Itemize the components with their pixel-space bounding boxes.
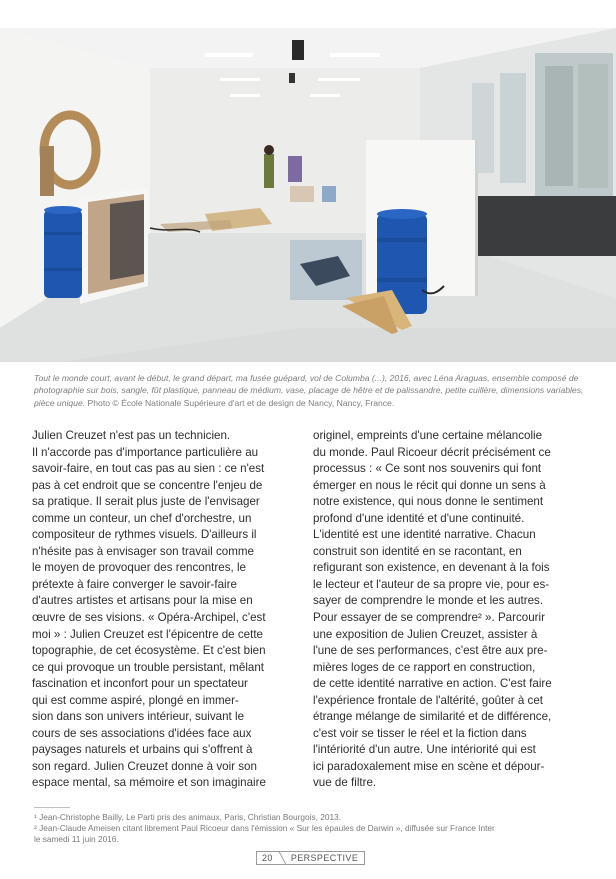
photo-caption [34, 372, 586, 409]
body-line: ici paradoxalement mise en scène et dépour- [313, 759, 545, 773]
body-line: l'intériorité d'un autre. Une intériorité qui est [313, 743, 536, 757]
text-column-right [313, 428, 589, 792]
footnotes [34, 807, 594, 846]
body-line: sayer de comprendre le monde et les autres. [313, 594, 544, 608]
footnote-2: ² Jean-Claude Ameisen citant librement Paul Ricoeur dans l'émission « Sur les épaules de Darwin », diffusée sur France Inter [34, 823, 495, 834]
body-line: émerger en nous le récit qui donne un sens à [313, 478, 546, 492]
footnote-1: ¹ Jean-Christophe Bailly, Le Parti pris des animaux, Paris, Christian Bourgois, 2013. [34, 812, 341, 822]
folio-divider [278, 851, 288, 865]
caption-description: Tout le monde court, avant le début, le grand départ, ma fusée guépard, vol de Columba (...), 2016, avec Léna Araguas, ensemble composé de photographie sur bois, sangle, fût plastique, panneau de médium, vase, placage de hêtre et de palissandre, petite cuillère, dimensions variables, pièce unique. [34, 373, 584, 408]
exhibition-photo [0, 28, 616, 362]
body-line: Il n'accorde pas d'importance particulière au [32, 445, 259, 459]
text-column-left [32, 428, 300, 792]
body-line: comme un conteur, un chef d'orchestre, un [32, 511, 252, 525]
body-line: son regard. Julien Creuzet donne à voir son [32, 759, 257, 773]
body-line: refigurant son existence, en devenant à la fois [313, 561, 550, 575]
body-line: moi » : Julien Creuzet est l'épicentre de cette [32, 627, 263, 641]
body-line: ce qui provoque un trouble persistant, mêlant [32, 660, 265, 674]
body-line: sion dans son univers intérieur, suivant le [32, 710, 245, 724]
footnote-2-continued: le samedi 11 juin 2016. [34, 834, 119, 845]
body-line: processus : « Ce sont nos souvenirs qui font [313, 462, 542, 476]
body-line: construit son identité en se racontant, en [313, 544, 522, 558]
body-line: l'une de ses performances, c'est être aux pre- [313, 644, 548, 658]
body-line: mières loges de ce rapport en construction, [313, 660, 536, 674]
footnote-rule [34, 807, 70, 808]
body-line: profond d'une identité et d'une continuité. [313, 511, 525, 525]
body-line: sa pratique. Il serait plus juste de l'envisager [32, 495, 260, 509]
body-line: Pour essayer de se comprendre² ». Parcourir [313, 611, 545, 625]
body-line: qui est comme aspiré, plongé en immer- [32, 693, 239, 707]
body-line: œuvre de ses visions. « Opéra-Archipel, c'est [32, 611, 266, 625]
body-line: de cette identité narrative en action. C'est faire [313, 677, 552, 691]
body-line: pas à cet endroit que se concentre l'enjeu de [32, 478, 263, 492]
body-line: paysages naturels et urbains qui s'offrent à [32, 743, 253, 757]
body-line: topographie, de cet écosystème. Et c'est bien [32, 644, 266, 658]
body-line: étrange mélange de similarité et de différence, [313, 710, 552, 724]
body-line: L'identité est une identité narrative. Chacun [313, 528, 536, 542]
body-line: prétexte à faire converger le savoir-faire [32, 577, 237, 591]
body-line: n'hésite pas à envisager son travail comme [32, 544, 254, 558]
section-name: PERSPECTIVE [290, 853, 359, 863]
page-number: 20 [262, 853, 273, 863]
body-line: Julien Creuzet n'est pas un technicien. [32, 429, 231, 442]
body-line: cours de ses associations d'idées face aux [32, 726, 252, 740]
body-line: du monde. Paul Ricoeur décrit précisément ce [313, 445, 551, 459]
body-line: le lecteur et l'auteur de sa propre vie, pour es- [313, 577, 550, 591]
body-line: l'expérience frontale de l'altérité, goûter à cet [313, 693, 543, 707]
body-line: notre existence, qui nous donne le sentiment [313, 495, 544, 509]
body-line: vue de filtre. [313, 776, 377, 790]
body-line: une exposition de Julien Creuzet, assister à [313, 627, 538, 641]
body-line: savoir-faire, en tout cas pas au sien : ce n'est [32, 462, 265, 476]
body-line: le moyen de provoquer des rencontres, le [32, 561, 246, 575]
body-line: espace mental, sa mémoire et son imaginaire [32, 776, 266, 790]
body-line: originel, empreints d'une certaine mélancolie [313, 429, 543, 442]
body-line: fascination et inconfort pour un spectateur [32, 677, 248, 691]
caption-credit: Photo © École Nationale Supérieure d'art et de design de Nancy, Nancy, France. [87, 397, 395, 408]
body-line: c'est voir se tisser le réel et la fiction dans [313, 726, 527, 740]
page-folio [256, 851, 365, 865]
body-line: d'autres artistes et artisans pour la mise en [32, 594, 253, 608]
body-line: compositeur de rythmes visuels. D'ailleurs il [32, 528, 257, 542]
